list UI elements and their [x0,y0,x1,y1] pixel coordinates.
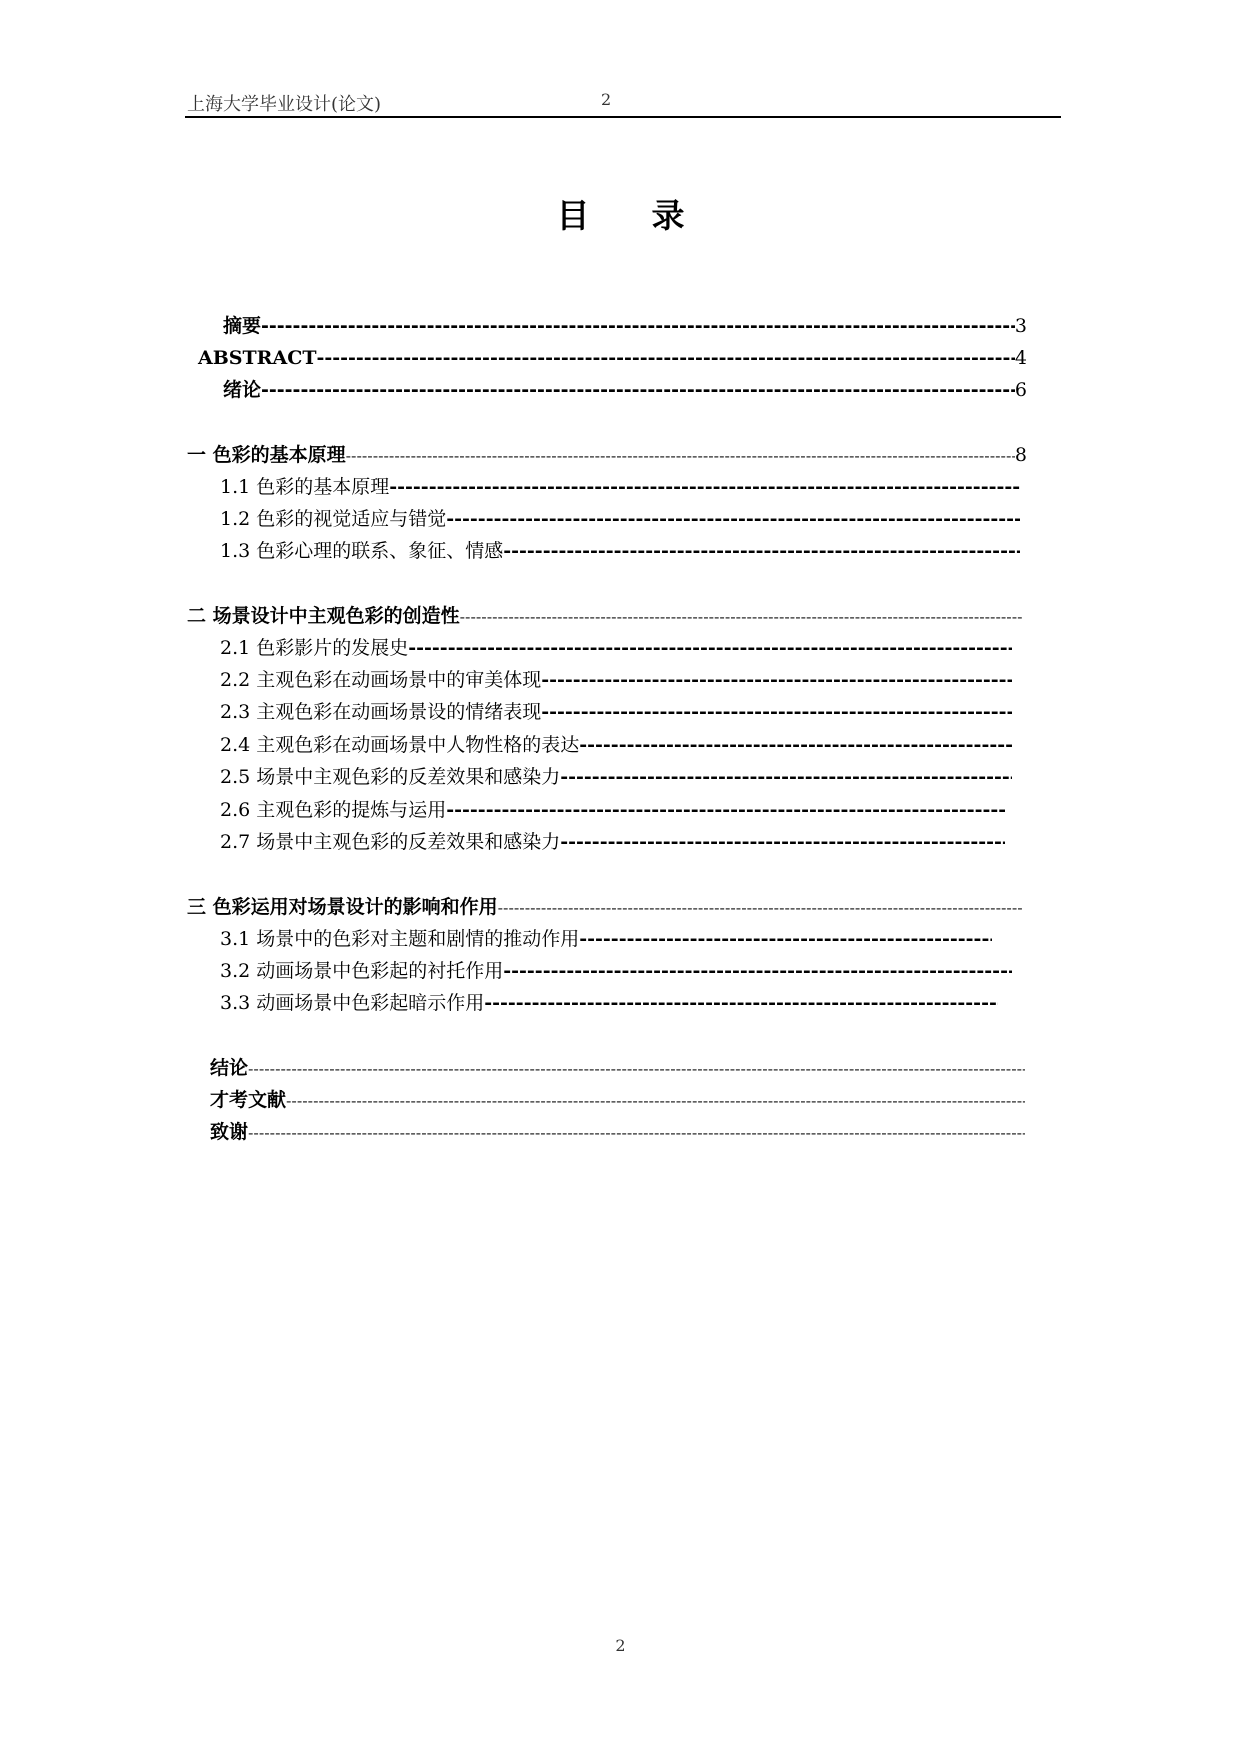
toc-section-2-6[interactable] [220,795,1005,825]
toc-section-label: 3.2 动画场景中色彩起的衬托作用 [220,960,504,982]
toc-section-3-1[interactable] [220,924,992,954]
toc-section-1-3[interactable] [220,536,1020,566]
toc-section-label: 3.3 动画场景中色彩起暗示作用 [220,992,485,1014]
toc-chapter-label: 三 色彩运用对场景设计的影响和作用 [187,896,498,918]
toc-entry-abstract-en[interactable] [198,343,1027,373]
toc-section-3-3[interactable] [220,988,998,1018]
toc-section-label: 1.3 色彩心理的联系、象征、情感 [220,540,504,562]
toc-section-2-5[interactable] [220,762,1012,792]
toc-leader [286,1086,1025,1116]
toc-section-2-7[interactable] [220,827,1005,857]
toc-section-2-4[interactable] [220,730,1012,760]
toc-leader [579,924,992,954]
toc-leader [503,956,1012,986]
toc-entry-introduction[interactable] [223,375,1027,405]
toc-section-label: 2.3 主观色彩在动画场景设的情绪表现 [220,701,542,723]
toc-entry-label: 才考文献 [210,1089,287,1111]
toc-leader [316,343,1014,373]
toc-entry-label: 摘要 [223,315,262,337]
toc-entry-page: 6 [1014,379,1027,401]
toc-chapter-2[interactable] [187,601,1022,631]
toc-chapter-label: 一 色彩的基本原理 [187,444,346,466]
toc-section-label: 3.1 场景中的色彩对主题和剧情的推动作用 [220,928,580,950]
toc-section-label: 2.6 主观色彩的提炼与运用 [220,799,447,821]
toc-section-label: 2.5 场景中主观色彩的反差效果和感染力 [220,766,561,788]
toc-entry-label: 结论 [210,1057,249,1079]
toc-section-label: 2.2 主观色彩在动画场景中的审美体现 [220,669,542,691]
toc-section-3-2[interactable] [220,956,1012,986]
toc-section-2-3[interactable] [220,697,1012,727]
header-page-number: 2 [601,90,612,109]
toc-section-label: 2.7 场景中主观色彩的反差效果和感染力 [220,831,561,853]
toc-leader [261,375,1015,405]
toc-leader [484,988,998,1018]
toc-section-label: 2.4 主观色彩在动画场景中人物性格的表达 [220,734,580,756]
toc-leader [446,504,1020,534]
toc-leader [560,827,1005,857]
toc-entry-abstract-cn[interactable] [223,311,1027,341]
header-school-name: 上海大学毕业设计(论文) [187,94,382,115]
toc-section-1-2[interactable] [220,504,1020,534]
toc-leader [541,697,1012,727]
toc-leader [460,602,1022,632]
toc-entry-conclusion[interactable] [210,1053,1025,1083]
toc-leader [498,893,1022,923]
toc-section-label: 1.1 色彩的基本原理 [220,476,390,498]
toc-leader [579,730,1012,760]
toc-entry-label: ABSTRACT [198,347,317,369]
toc-chapter-3[interactable] [187,892,1022,922]
toc-chapter-page: 8 [1014,444,1027,466]
toc-section-label: 2.1 色彩影片的发展史 [220,637,409,659]
toc-section-1-1[interactable] [220,472,1020,502]
toc-entry-acknowledgements[interactable] [210,1117,1025,1147]
toc-chapter-1[interactable] [187,440,1027,470]
toc-entry-page: 3 [1014,315,1027,337]
toc-leader [560,762,1012,792]
toc-leader [248,1118,1025,1148]
toc-section-label: 1.2 色彩的视觉适应与错觉 [220,508,447,530]
page-header [185,88,1061,118]
toc-entry-label: 绪论 [223,379,262,401]
toc-leader [446,795,1005,825]
toc-chapter-label: 二 场景设计中主观色彩的创造性 [187,605,460,627]
page-footer-number: 2 [615,1636,626,1655]
toc-leader [389,472,1020,502]
toc-leader [408,633,1012,663]
toc-entry-page: 4 [1014,347,1027,369]
toc-entry-label: 致谢 [210,1121,249,1143]
toc-leader [503,536,1020,566]
toc-section-2-2[interactable] [220,665,1012,695]
toc-leader [541,665,1012,695]
toc-section-2-1[interactable] [220,633,1012,663]
toc-entry-references[interactable] [210,1085,1025,1115]
toc-title: 目录 [556,196,747,235]
toc-leader [346,441,1015,471]
toc-leader [248,1054,1025,1084]
toc-leader [261,311,1015,341]
